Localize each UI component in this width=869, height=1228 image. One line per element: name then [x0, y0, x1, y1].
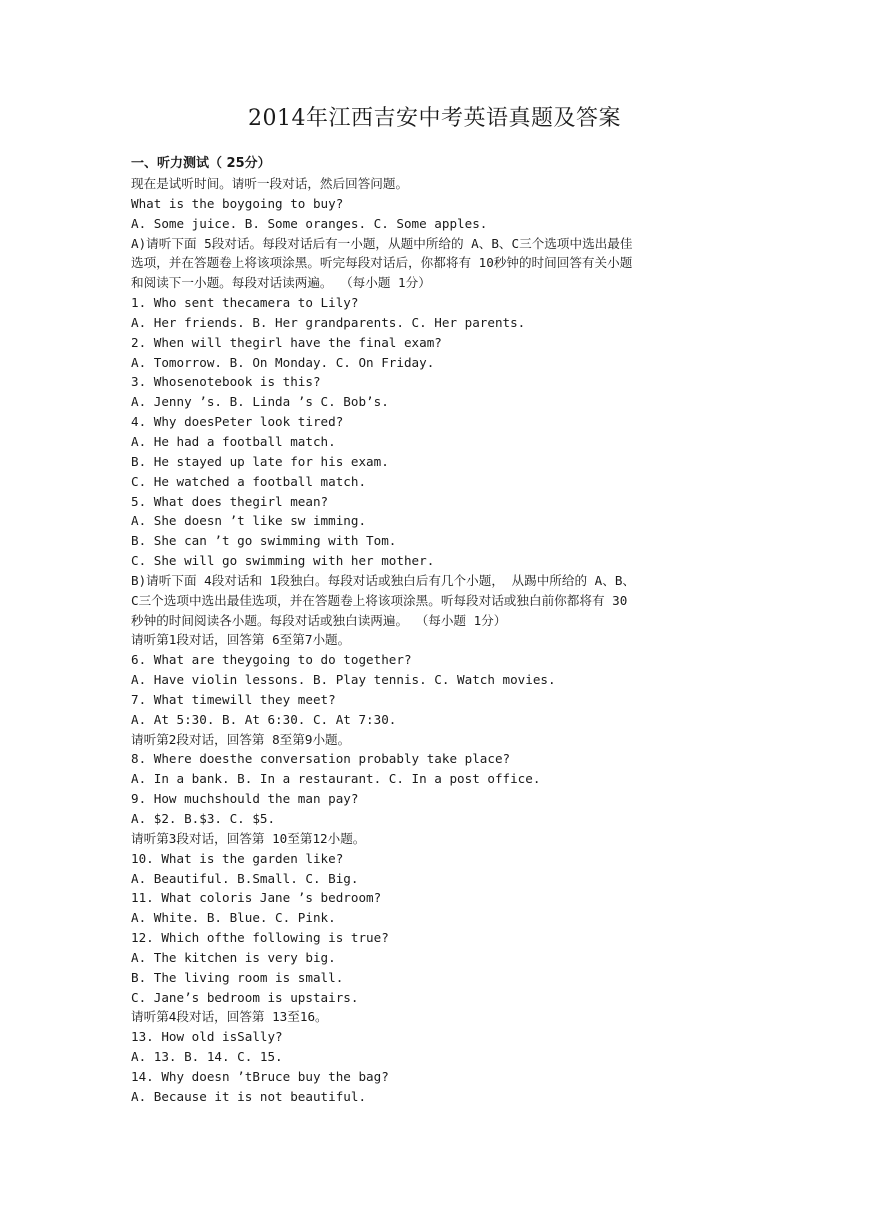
text-line: B. The living room is small.	[131, 969, 344, 985]
text-line: A. Have violin lessons. B. Play tennis. C. Watch movies.	[131, 672, 556, 688]
text-line: 8. Where doesthe conversation probably take place?	[131, 751, 511, 767]
text-line: 13. How old isSally?	[131, 1029, 283, 1045]
text-line: 请听第1段对话，回答第 6至第7小题。	[131, 632, 351, 648]
text-line: What is the boygoing to buy?	[131, 195, 344, 211]
text-line: 选项，并在答题卷上将该项涂黑。听完每段对话后，你都将有 10秒钟的时间回答有关小题	[131, 255, 633, 271]
text-line: C. Jane’s bedroom is upstairs.	[131, 989, 359, 1005]
text-line: A. 13. B. 14. C. 15.	[131, 1049, 283, 1065]
text-line: A. At 5:30. B. At 6:30. C. At 7:30.	[131, 711, 397, 727]
text-lines	[131, 174, 743, 1107]
text-line: 10. What is the garden like?	[131, 850, 344, 866]
text-line: 12. Which ofthe following is true?	[131, 930, 389, 946]
text-line: A. The kitchen is very big.	[131, 949, 336, 965]
text-line: 7. What timewill they meet?	[131, 691, 336, 707]
text-line: 3. Whosenotebook is this?	[131, 374, 321, 390]
text-line: 请听第4段对话，回答第 13至16。	[131, 1009, 328, 1025]
text-line: A. Beautiful. B.Small. C. Big.	[131, 870, 359, 886]
section-heading: 一、听力测试（ 25分）	[131, 156, 271, 171]
text-line: 5. What does thegirl mean?	[131, 493, 329, 509]
text-line: A. She doesn ’t like sw imming.	[131, 513, 367, 529]
text-line: 2. When will thegirl have the final exam?	[131, 334, 442, 350]
text-line: 请听第3段对话，回答第 10至第12小题。	[131, 830, 366, 846]
text-line: C. She will go swimming with her mother.	[131, 553, 435, 569]
text-line: A)请听下面 5段对话。每段对话后有一小题，从题中所给的 A、B、C三个选项中选出最佳	[131, 235, 633, 251]
text-line: 秒钟的时间阅读各小题。每段对话或独白读两遍。 （每小题 1分）	[131, 612, 507, 628]
document-title: 2014年江西吉安中考英语真题及答案	[248, 106, 621, 131]
text-line: 现在是试听时间。请听一段对话，然后回答问题。	[131, 176, 409, 191]
text-line: B. He stayed up late for his exam.	[131, 453, 389, 469]
text-line: 4. Why doesPeter look tired?	[131, 414, 344, 430]
text-line: 14. Why doesn ’tBruce buy the bag?	[131, 1068, 389, 1084]
text-line: A. Because it is not beautiful.	[131, 1088, 367, 1104]
text-line: A. In a bank. B. In a restaurant. C. In a post office.	[131, 771, 541, 787]
document-body	[131, 154, 743, 1107]
text-line: A. Jenny ’s. B. Linda ’s C. Bob’s.	[131, 394, 389, 410]
text-line: 和阅读下一小题。每段对话读两遍。 （每小题 1分）	[131, 275, 431, 291]
text-line: 9. How muchshould the man pay?	[131, 791, 359, 807]
text-line: 6. What are theygoing to do together?	[131, 652, 412, 668]
text-line: A. Some juice. B. Some oranges. C. Some apples.	[131, 215, 488, 231]
text-line: B. She can ’t go swimming with Tom.	[131, 533, 397, 549]
text-line: A. White. B. Blue. C. Pink.	[131, 910, 336, 926]
text-line: C三个选项中选出最佳选项，并在答题卷上将该项涂黑。听每段对话或独白前你都将有 30	[131, 592, 628, 608]
text-line: 11. What coloris Jane ’s bedroom?	[131, 890, 382, 906]
text-line: C. He watched a football match.	[131, 473, 367, 489]
text-line: B)请听下面 4段对话和 1段独白。每段对话或独白后有几个小题， 从踢中所给的 A、B、	[131, 572, 636, 588]
text-line: A. Tomorrow. B. On Monday. C. On Friday.	[131, 354, 435, 370]
text-line: 请听第2段对话，回答第 8至第9小题。	[131, 731, 351, 747]
text-line: A. $2. B.$3. C. $5.	[131, 811, 276, 826]
text-line: A. Her friends. B. Her grandparents. C. Her parents.	[131, 314, 526, 330]
text-line: A. He had a football match.	[131, 433, 336, 449]
text-line: 1. Who sent thecamera to Lily?	[131, 295, 359, 311]
